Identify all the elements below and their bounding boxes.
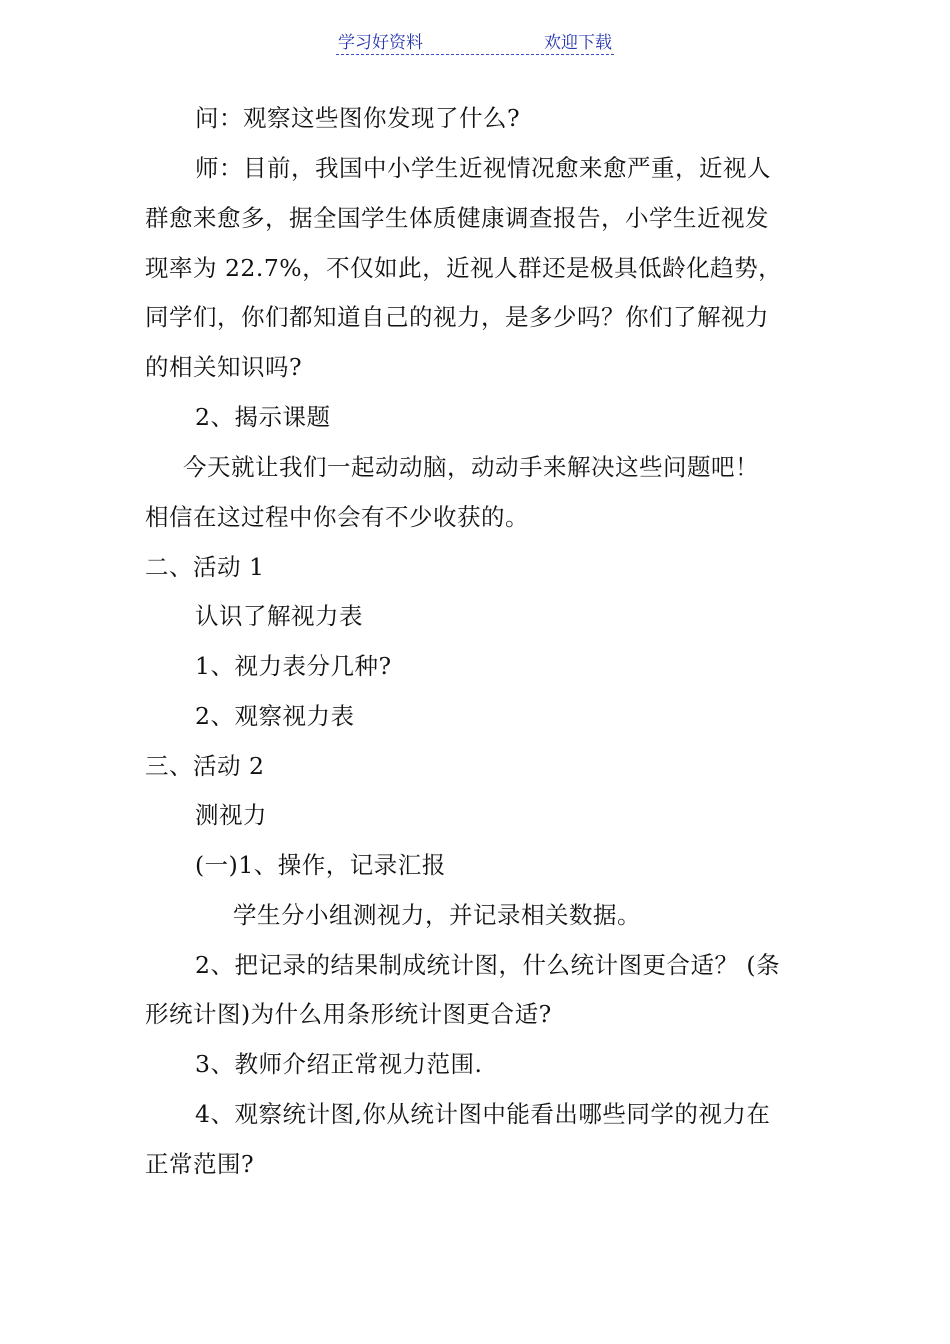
text-line: 问：观察这些图你发现了什么? <box>195 104 521 132</box>
text-line: (一)1、操作，记录汇报 <box>195 851 446 879</box>
text-line: 4、观察统计图,你从统计图中能看出哪些同学的视力在 <box>195 1100 771 1128</box>
header-left-text: 学习好资料 <box>338 33 423 53</box>
text-line: 群愈来愈多，据全国学生体质健康调查报告，小学生近视发 <box>145 204 769 232</box>
text-line: 的相关知识吗? <box>145 353 303 381</box>
text-line: 二、活动 1 <box>145 553 265 581</box>
text-line: 2、揭示课题 <box>195 403 331 431</box>
text-line: 认识了解视力表 <box>195 602 363 630</box>
text-line: 测视力 <box>195 801 267 829</box>
text-line: 正常范围? <box>145 1150 255 1178</box>
text-line: 师：目前，我国中小学生近视情况愈来愈严重，近视人 <box>195 154 771 182</box>
text-line: 同学们，你们都知道自己的视力，是多少吗？你们了解视力 <box>145 303 769 331</box>
text-line: 今天就让我们一起动动脑，动动手来解决这些问题吧！ <box>183 453 759 481</box>
text-line: 2、观察视力表 <box>195 702 355 730</box>
text-line: 三、活动 2 <box>145 752 265 780</box>
text-line: 2、把记录的结果制成统计图，什么统计图更合适？ (条 <box>195 951 781 979</box>
header-right-text: 欢迎下载 <box>544 33 612 53</box>
text-line: 相信在这过程中你会有不少收获的。 <box>145 503 529 531</box>
text-line: 形统计图)为什么用条形统计图更合适? <box>145 1000 552 1028</box>
text-line: 3、教师介绍正常视力范围. <box>195 1050 483 1078</box>
page-header <box>336 28 614 55</box>
text-line: 1、视力表分几种? <box>195 652 392 680</box>
text-line: 学生分小组测视力，并记录相关数据。 <box>233 901 641 929</box>
text-line: 现率为 22.7%，不仅如此，近视人群还是极具低龄化趋势， <box>145 254 783 282</box>
